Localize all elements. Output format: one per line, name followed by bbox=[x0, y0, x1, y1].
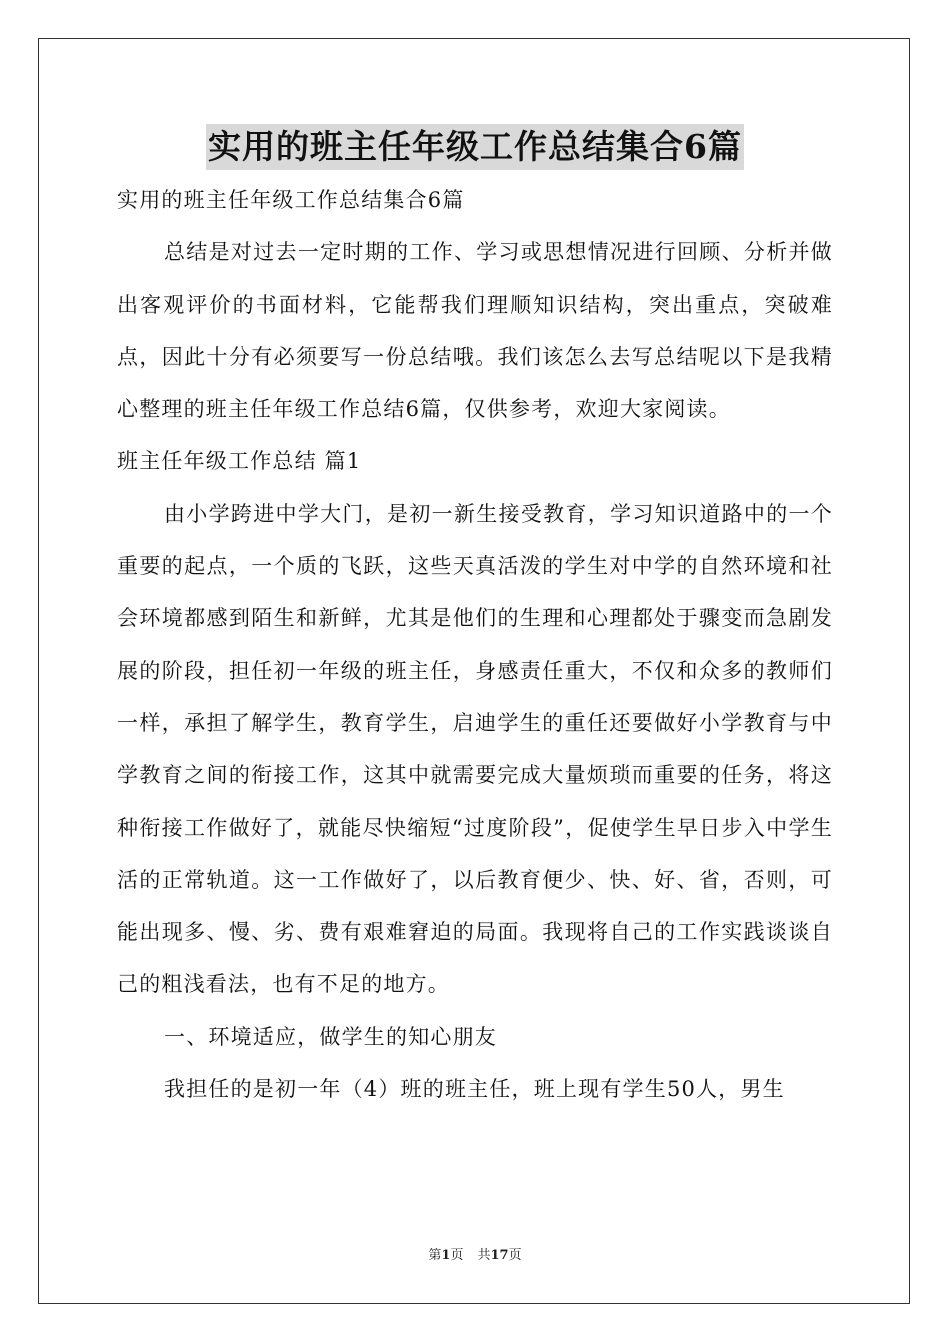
title-wrap bbox=[0, 124, 950, 170]
intro-paragraph: 总结是对过去一定时期的工作、学习或思想情况进行回顾、分析并做出客观评价的书面材料，它能帮我们理顺知识结构，突出重点，突破难点，因此十分有必须要写一份总结哦。我们该怎么去写总结呢以下是我精心整理的班主任年级工作总结6篇，仅供参考，欢迎大家阅读。 bbox=[117, 240, 833, 422]
page-suffix: 页 bbox=[450, 1248, 464, 1263]
total-suffix: 页 bbox=[508, 1248, 522, 1263]
page-prefix: 第 bbox=[428, 1248, 442, 1263]
document-title: 实用的班主任年级工作总结集合6篇 bbox=[206, 124, 744, 170]
section-heading: 班主任年级工作总结 篇1 bbox=[117, 449, 362, 474]
total-prefix: 共 bbox=[477, 1248, 491, 1263]
subsection-heading: 一、环境适应，做学生的知心朋友 bbox=[164, 1024, 497, 1049]
page-number: 1 bbox=[441, 1248, 451, 1263]
page-total: 17 bbox=[490, 1248, 509, 1263]
body-paragraph: 由小学跨进中学大门，是初一新生接受教育，学习知识道路中的一个重要的起点，一个质的飞跃，这些天真活泼的学生对中学的自然环境和社会环境都感到陌生和新鲜，尤其是他们的生理和心理都处于骤变而急剧发展的阶段，担任初一年级的班主任，身感责任重大，不仅和众多的教师们一样，承担了解学生，教育学生，启迪学生的重任还要做好小学教育与中学教育之间的衔接工作，这其中就需要完成大量烦琐而重要的任务，将这种衔接工作做好了，就能尽快缩短“过度阶段”，促使学生早日步入中学生活的正常轨道。这一工作做好了，以后教育便少、快、好、省，否则，可能出现多、慢、劣、费有艰难窘迫的局面。我现将自己的工作实践谈谈自己的粗浅看法，也有不足的地方。 bbox=[117, 501, 833, 997]
subtitle-line: 实用的班主任年级工作总结集合6篇 bbox=[117, 188, 465, 212]
page-footer bbox=[0, 1244, 950, 1263]
document-body bbox=[117, 174, 833, 1115]
body-paragraph: 我担任的是初一年（4）班的班主任，班上现有学生50人，男生 bbox=[164, 1077, 785, 1102]
